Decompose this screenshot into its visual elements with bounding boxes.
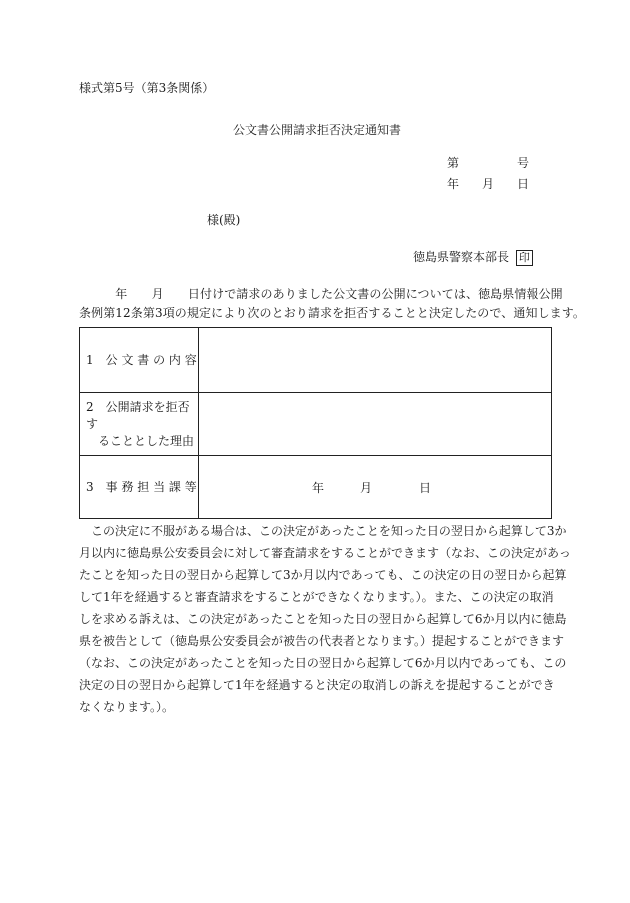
intro-paragraph [79,285,586,323]
notice-line: なくなります。）。 [79,700,175,714]
row-value-department [199,456,552,519]
notice-line: 県を被告として（徳島県公安委員会が被告の代表者となります。）提起することができます [79,634,565,648]
notice-line: しを求める訴えは、この決定があったことを知った日の翌日から起算して6か月以内に徳島 [79,612,567,626]
table-row [80,393,552,456]
table-row [80,328,552,393]
sender-name: 徳島県警察本部長 [413,250,510,264]
row-label-reason [80,393,199,456]
row-value-reason [199,393,552,456]
doc-date-day: 日 [517,177,530,191]
doc-date-month: 月 [482,177,495,191]
decision-table [79,327,552,519]
sender-block [413,248,533,266]
notice-line: 決定の日の翌日から起算して1年を経過すると決定の取消しの訴えを提起することができ [79,678,555,692]
seal-mark: 印 [516,250,533,266]
row-label-content: 1 公 文 書 の 内 容 [80,328,199,393]
reason-label-line2: ることとした理由 [86,433,195,448]
row-value-content [199,328,552,393]
dept-date-day: 日 [419,481,432,495]
form-number: 様式第5号（第3条関係） [79,81,215,95]
intro-line: 年 月 日付けで請求のありました公文書の公開については、徳島県情報公開 [79,287,563,301]
notice-line: して1年を経過すると審査請求をすることができなくなります。）。また、この決定の取消 [79,590,554,604]
intro-line: 条例第12条第3項の規定により次のとおり請求を拒否することと決定したので、通知します。 [79,306,586,320]
doc-number-suffix: 号 [517,156,530,170]
dept-date-year: 年 [312,481,325,495]
notice-line: 月以内に徳島県公安委員会に対して審査請求をすることができます（なお、この決定があっ [79,546,571,560]
notice-line: （なお、この決定があったことを知った日の翌日から起算して6か月以内であっても、この [79,656,567,670]
dept-date-month: 月 [360,481,373,495]
document-title: 公文書公開請求拒否決定通知書 [233,123,402,137]
notice-line: この決定に不服がある場合は、この決定があったことを知った日の翌日から起算して3か [79,524,567,538]
doc-number-prefix: 第 [447,156,460,170]
addressee: 様(殿) [207,213,241,227]
notice-line: たことを知った日の翌日から起算して3か月以内であっても、この決定の日の翌日から起算 [79,568,567,582]
reason-label-line1: 2 公開請求を拒否す [86,399,190,431]
table-row [80,456,552,519]
appeal-notice [79,520,571,718]
doc-date-year: 年 [447,177,460,191]
row-label-department: 3 事 務 担 当 課 等 [80,456,199,519]
